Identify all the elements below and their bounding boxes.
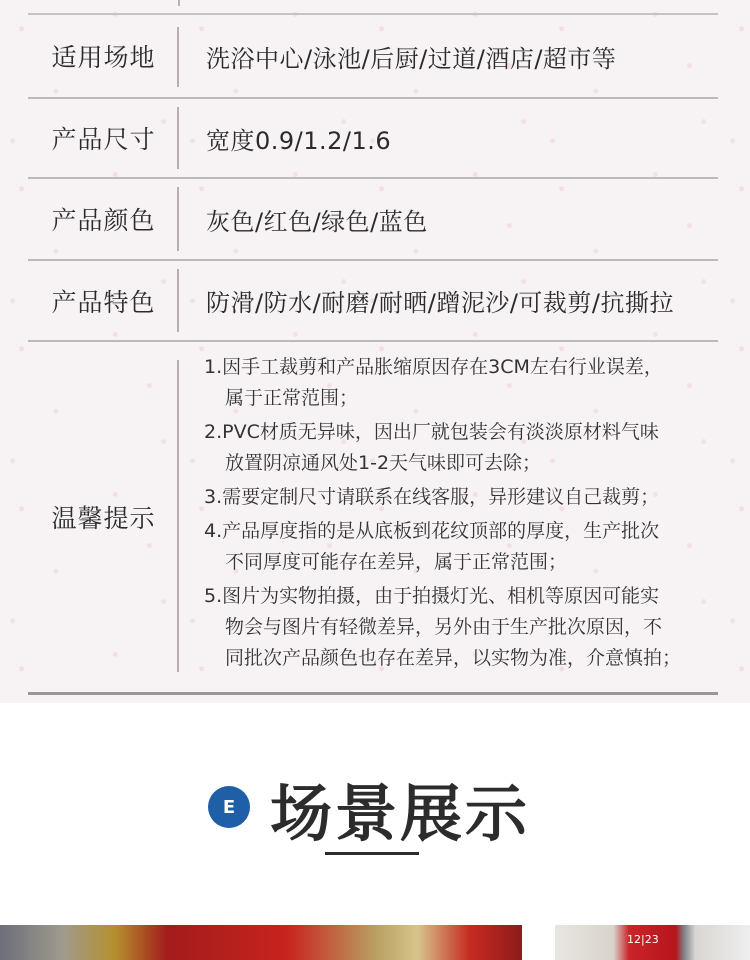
tip-item [204,482,744,513]
spec-label: 温馨提示 [51,504,156,533]
spec-value: 洗浴中心/泳池/后厨/过道/酒店/超市等 [206,44,617,73]
spec-value: 灰色/红色/绿色/蓝色 [206,207,428,236]
divider [177,187,179,251]
scene-section-header [0,760,750,850]
scene-photos [0,925,750,960]
tip-line: 3.需要定制尺寸请联系在线客服，异形建议自己裁剪； [204,486,660,508]
tip-line: 1.因手工裁剪和产品胀缩原因存在3CM左右行业误差， [204,356,663,378]
divider [177,269,179,332]
tip-line: 同批次产品颜色也存在差异，以实物为准，介意慎拍； [225,647,682,669]
tip-item [204,581,744,674]
spec-row-size [28,99,718,179]
section-title: 场景展示 [270,777,531,850]
tip-item [204,516,744,578]
divider [177,27,179,87]
tip-line: 2.PVC材质无异味，因出厂就包装会有淡淡原材料气味 [204,421,659,443]
tip-line: 属于正常范围； [225,387,359,409]
spec-label: 适用场地 [51,43,156,72]
tip-item [204,352,744,414]
tip-line: 5.图片为实物拍摄，由于拍摄灯光、相机等原因可能实 [204,585,660,607]
divider [177,360,179,672]
tip-line: 放置阴凉通风处1-2天气味即可去除； [225,452,542,474]
tip-line: 不同厚度可能存在差异，属于正常范围； [225,551,568,573]
scene-photo [0,925,522,960]
tip-item [204,417,744,479]
tips-list [204,352,744,677]
spec-value: 防滑/防水/耐磨/耐晒/蹭泥沙/可裁剪/抗撕拉 [206,289,675,317]
spec-row-features [28,261,718,342]
spec-label: 产品颜色 [51,206,156,235]
divider [177,107,179,169]
spec-row-tips [28,342,718,695]
tip-line: 物会与图片有轻微差异，另外由于生产批次原因，不 [225,616,663,638]
scene-photo [555,925,750,960]
spec-value: 宽度0.9/1.2/1.6 [206,126,392,155]
section-badge-icon: E [208,786,250,828]
tip-line: 4.产品厚度指的是从底板到花纹顶部的厚度，生产批次 [204,520,660,542]
title-underline [325,852,419,855]
spec-label: 产品尺寸 [51,125,156,154]
spec-label: 产品特色 [51,287,156,317]
divider [178,0,180,6]
spec-row-venue [28,15,718,99]
photo-tag: 12|23 [627,933,659,946]
spec-row-color [28,179,718,261]
